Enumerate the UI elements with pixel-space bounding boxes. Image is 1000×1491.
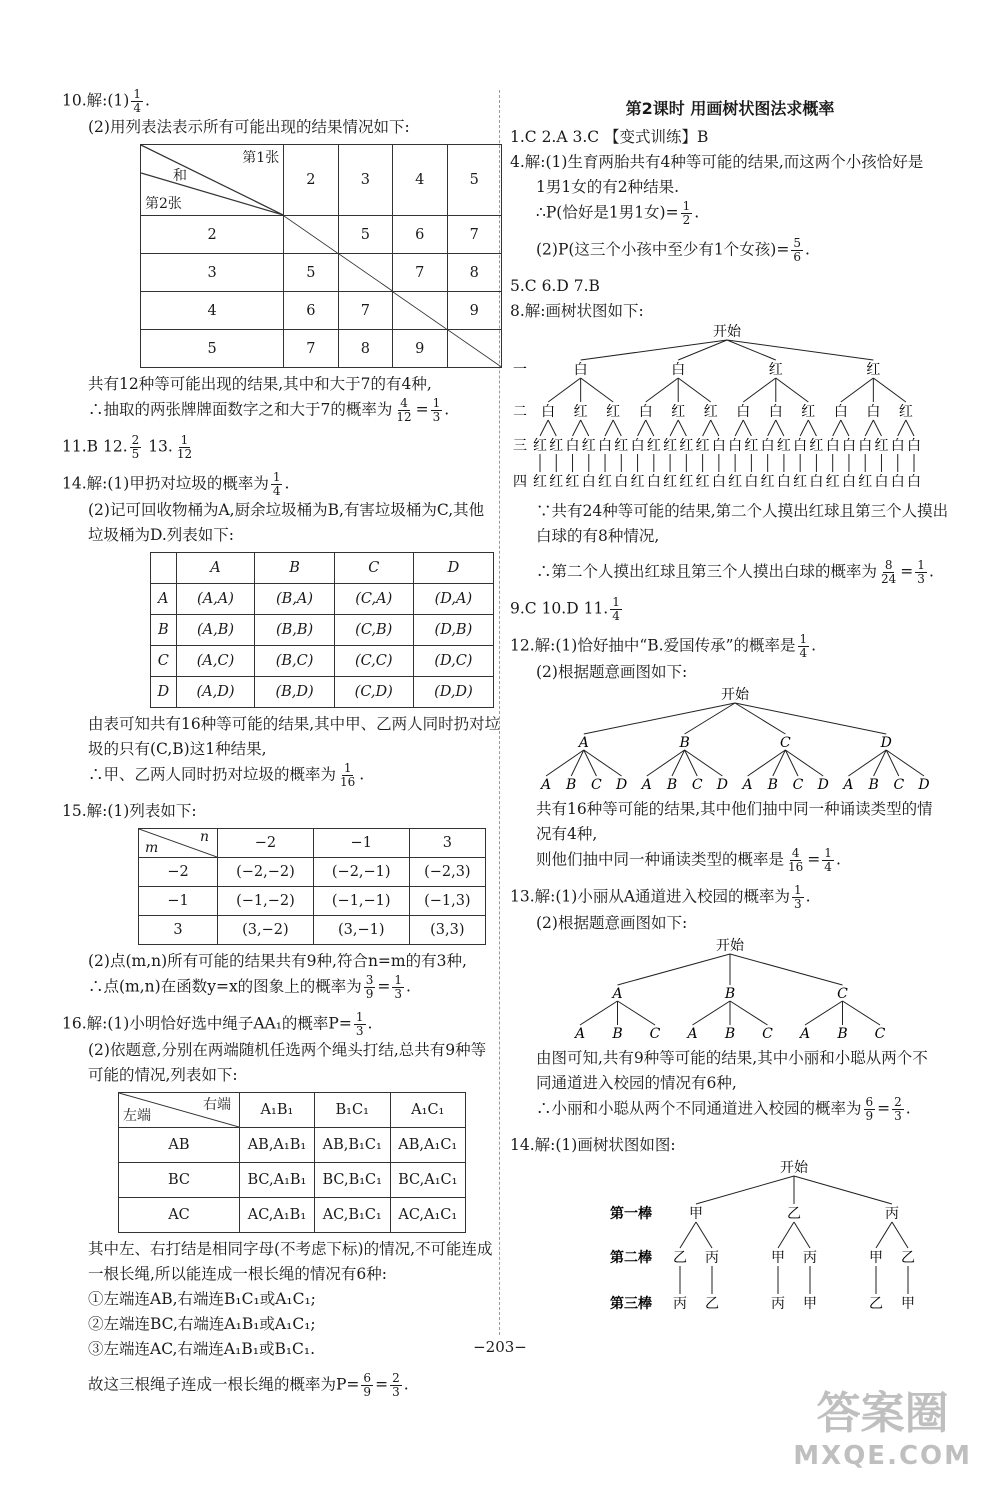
tree-level-label: 二	[513, 404, 527, 420]
tree-branch	[581, 340, 727, 360]
tree-node: 红	[549, 438, 564, 454]
tree-node: 红	[663, 474, 678, 490]
tree-node: B	[566, 777, 577, 793]
tree-branch	[805, 1001, 843, 1025]
tree-node: 白	[565, 438, 580, 454]
tree-node: 白	[638, 404, 653, 420]
tree-branch	[540, 420, 548, 436]
tree-branch	[865, 420, 873, 436]
tree-branch	[584, 750, 622, 776]
tree-start-label: 开始	[780, 1160, 808, 1176]
tree-node: 白	[711, 438, 726, 454]
tree-branch	[898, 420, 906, 436]
tree-node: 红	[768, 362, 783, 378]
tree-node: 红	[898, 404, 913, 420]
tree-node: D	[817, 777, 829, 793]
tree-node: C	[762, 1026, 773, 1042]
tree-node: 红	[825, 474, 840, 490]
tree-branch	[685, 703, 735, 734]
tree-node: 白	[573, 362, 588, 378]
tree-start-label: 开始	[716, 938, 744, 954]
sum-table: 第1张 和 第2张 2 3 4 5 2 5 6 7 3 5 7 8 4 6 7 9 5 7 8 9	[140, 144, 502, 368]
tree-node: 红	[695, 438, 710, 454]
tree-node: 白	[833, 404, 848, 420]
tree-node: 红	[663, 438, 678, 454]
tree-node: 甲	[901, 1296, 915, 1312]
tree-branch	[735, 703, 886, 734]
tree-level-label: 第三棒	[610, 1296, 652, 1312]
tree-branch	[735, 420, 743, 436]
tree-node: 白	[646, 474, 661, 490]
tree-branch	[841, 420, 849, 436]
ball-tree-diagram	[510, 324, 930, 499]
tree-node: 白	[793, 438, 808, 454]
q10-part2: (2)用列表法表示所有可能出现的结果情况如下:	[88, 118, 410, 136]
tree-node: 红	[614, 438, 629, 454]
tree-node: 红	[565, 474, 580, 490]
tree-node: 白	[809, 474, 824, 490]
tree-node: 红	[703, 404, 718, 420]
tree-node: 白	[890, 474, 905, 490]
q10-part1: 10.解:(1) $\frac{1}{4}$ .	[62, 87, 150, 115]
tree-node: 乙	[787, 1206, 801, 1222]
tree-node: A	[687, 1026, 698, 1042]
tree-branch	[886, 750, 924, 776]
table-row: D (A,D) (B,D) (C,D) (D,D)	[151, 677, 494, 708]
tree-branch	[546, 750, 584, 776]
tree-node: 甲	[869, 1250, 883, 1266]
tree-node: C	[874, 1026, 886, 1042]
section-title: 第2课时 用画树状图法求概率	[625, 99, 835, 118]
tree-node: 甲	[803, 1296, 817, 1312]
tree-branch	[647, 750, 685, 776]
tree-node: 白	[581, 474, 596, 490]
tree-node: A	[843, 777, 854, 793]
tree-branch	[743, 420, 751, 436]
tree-branch	[730, 1001, 768, 1025]
tree-node: 白	[841, 438, 856, 454]
tree-node: 乙	[673, 1250, 687, 1266]
tree-branch	[618, 954, 731, 985]
tree-node: 白	[866, 404, 881, 420]
table-row: 3 (3,−2) (3,−1) (3,3)	[139, 916, 486, 945]
tree-node: C	[792, 777, 804, 793]
relay-tree-diagram	[510, 1158, 930, 1318]
tree-branch	[696, 1176, 794, 1204]
tree-branch	[670, 420, 678, 436]
tree-node: 丙	[673, 1296, 687, 1312]
tree-node: 红	[606, 404, 621, 420]
tree-node: 红	[744, 438, 759, 454]
tree-node: 白	[614, 474, 629, 490]
tree-branch	[768, 420, 776, 436]
tree-node: 白	[768, 404, 783, 420]
tree-branch	[573, 420, 581, 436]
tree-node: A	[641, 777, 652, 793]
tree-node: B	[612, 1026, 623, 1042]
tree-node: 红	[760, 474, 775, 490]
tree-node: A	[799, 1026, 811, 1042]
tree-node: 甲	[689, 1206, 703, 1222]
tree-branch	[638, 420, 646, 436]
right-column: 第2课时 用画树状图法求概率 1.C 2.A 3.C 【变式训练】B 4.解:(1)生育两胎共有4种等可能的结果,而这两个小孩恰好是 1男1女的有2种结果. ∴P(恰好是1男1女)= $\frac{1}{2}$ . (2)P(这三个小孩中至少有1个女孩)= $\frac{5}{6}$ . 5.C 6.D 7.B 8.解:画树状图如下: 开始 一 二 三 四 白 白 红 红 白 红 红 白 红 红 白 白 红 白 白 红 红 红 白 红 白 红 白 红 红 红 红 白 白 红 白 红 白 红 白 白 白 红 白 白 红 红 红 白 红 白 红 白 红 红 红 白 红 白 红 白 红 白 红 白 红 白 白 白 ∵共有24种等可能的结果,第二个人摸出红球且第三个人摸出 白球的有8种情况, ∴第二个人摸出红球且第三个人摸出白球的概率为 $\frac{8}{24}$ = $\frac{1}{3}$ . 9.C 10.D 11. $\frac{1}{4}$ 12.解:(1)恰好抽中“B.爱国传承”的概率是 $\frac{1}{4}$ . (2)根据题意画图如下: 开始 A A B C D B A B C D C A B C D D A B C D 共有16种等可能的结果,其中他们抽中同一种诵读类型的情 况有4种, 则他们抽中同一种诵读类型的概率是 $\frac{4}{16}$ = $\frac{1}{4}$ . 13.解:(1)小丽从A通道进入校园的概率为 $\frac{1}{3}$ . (2)根据题意画图如下: 开始 A A B C B A B C C A B C 由图可知,共有9种等可能的结果,其中小丽和小聪从两个不 同通道进入校园的情况有6种, ∴小丽和小聪从两个不同通道进入校园的概率为 $\frac{6}{9}$ = $\frac{2}{3}$ . 14.解:(1)画树状图如图: 开始 第一棒 第二棒 第三棒 甲 乙 丙 乙 丙 甲 丙 甲 乙 丙 乙 丙 甲 乙 甲	[510, 88, 950, 1318]
tree-branch	[584, 703, 735, 734]
tree-branch	[605, 420, 613, 436]
tree-node: 乙	[901, 1250, 915, 1266]
tree-branch	[841, 378, 874, 402]
tree-node: C	[691, 777, 703, 793]
tree-node: D	[880, 735, 892, 751]
tree-node: 白	[776, 474, 791, 490]
tree-node: 白	[736, 404, 751, 420]
tree-node: 丙	[771, 1296, 785, 1312]
tree-node: 白	[671, 362, 686, 378]
tree-node: 白	[728, 438, 743, 454]
tree-node: 红	[679, 474, 694, 490]
tree-node: 白	[874, 474, 889, 490]
fraction: $\frac{1}{4}$	[133, 87, 141, 115]
tree-branch	[678, 378, 711, 402]
page-number: −203−	[473, 1338, 527, 1356]
q11-13: 11.B 12. $\frac{2}{5}$ 13. $\frac{1}{12}$	[62, 433, 193, 461]
tree-level-label: 第二棒	[610, 1250, 652, 1266]
tree-node: C	[780, 735, 791, 751]
tree-branch	[794, 1222, 810, 1248]
mn-table: m n −2 −1 3 −2 (−2,−2) (−2,−1) (−2,3) −1 (−1,−2) (−1,−1) (−1,3) 3 (3,−2) (3,−1) (3,3)	[138, 828, 486, 945]
tree-node: 红	[671, 404, 686, 420]
tree-start-label: 开始	[713, 324, 741, 340]
tree-branch	[843, 1001, 881, 1025]
tree-node: B	[837, 1026, 848, 1042]
tree-node: 乙	[705, 1296, 719, 1312]
tree-branch	[778, 1222, 794, 1248]
tree-branch	[703, 420, 711, 436]
tree-node: 红	[533, 438, 547, 454]
tree-node: 红	[866, 362, 881, 378]
table-row: 3 5 7 8	[141, 254, 502, 292]
tree-node: 红	[695, 474, 710, 490]
tree-branch	[613, 420, 621, 436]
tree-node: 白	[760, 438, 775, 454]
table-row: B (A,B) (B,B) (C,B) (D,B)	[151, 615, 494, 646]
tree-node: A	[578, 735, 589, 751]
tree-node: 白	[907, 438, 921, 454]
tree-branch	[873, 378, 906, 402]
tree-branch	[748, 750, 786, 776]
tree-node: 白	[744, 474, 759, 490]
tree-branch	[678, 420, 686, 436]
tree-node: 白	[890, 438, 905, 454]
tree-node: 白	[598, 438, 613, 454]
tree-node: A	[540, 777, 552, 793]
mn-table-corner: m n	[139, 829, 218, 858]
tree-node: B	[724, 1026, 736, 1042]
table-row: 2 5 6 7	[141, 216, 502, 254]
q14-part1: 14.解:(1)甲扔对垃圾的概率为 $\frac{1}{4}$ .	[62, 470, 290, 498]
tree-branch	[680, 1222, 696, 1248]
tree-node: 红	[874, 438, 889, 454]
tree-level-label: 一	[513, 362, 527, 378]
tree-level-label: 四	[513, 474, 527, 490]
tree-node: 红	[858, 474, 873, 490]
table-row: −2 (−2,−2) (−2,−1) (−2,3)	[139, 858, 486, 887]
sum-table-corner: 第1张 和 第2张	[141, 145, 284, 216]
tree-branch	[618, 1001, 656, 1025]
tree-node: 红	[598, 474, 613, 490]
table-row: AC AC,A₁B₁ AC,B₁C₁ AC,A₁C₁	[119, 1198, 466, 1233]
tree-node: 红	[801, 404, 816, 420]
tree-node: B	[724, 986, 736, 1002]
tree-node: B	[666, 777, 678, 793]
tree-node: 白	[841, 474, 856, 490]
rope-table-corner: 右端 左端	[119, 1093, 240, 1128]
table-row: A (A,A) (B,A) (C,A) (D,A)	[151, 584, 494, 615]
table-row: 5 7 8 9	[141, 330, 502, 368]
tree-branch	[685, 750, 723, 776]
tree-node: 白	[907, 474, 921, 490]
tree-branch	[776, 378, 809, 402]
tree-branch	[646, 420, 654, 436]
tree-branch	[693, 1001, 731, 1025]
abc-tree-diagram	[510, 936, 930, 1046]
left-column: 10.解:(1) $\frac{1}{4}$ . (2)用列表法表示所有可能出现的结果情况如下: 第1张 和 第2张 2 3 4 5 2 5 6 7 3 5 7 8 4 6 7 9 5 7 8 9 共有12种等可能出现的结果,其中和大于7的有4种, ∴抽取的两张牌牌面数字之和大于7的概率为 $\frac{4}{12}$ = $\frac{1}{3}$ . 11.B 12. $\frac{2}{5}$ 13. $\frac{1}{12}$ 14.解:(1)甲扔对垃圾的概率为 $\frac{1}{4}$ . (2)记可回收物桶为A,厨余垃圾桶为B,有害垃圾桶为C,其他 垃圾桶为D.列表如下: A B C D A (A,A) (B,A) (C,A) (D,A) B (A,B) (B,B) (C,B) (D,B) C (A,C) (B,C) (C,C) (D,C) D (A,D) (B,D) (C,D) (D,D) 由表可知共有16种等可能的结果,其中甲、乙两人同时扔对垃 圾的只有(C,B)这1种结果, ∴甲、乙两人同时扔对垃圾的概率为 $\frac{1}{16}$ . 15.解:(1)列表如下: m n −2 −1 3 −2 (−2,−2) (−2,−1) (−2,3) −1 (−1,−2) (−1,−1) (−1,3) 3 (3,−2) (3,−1) (3,3) (2)点(m,n)所有可能的结果共有9种,符合n=m的有3种, ∴点(m,n)在函数y=x的图象上的概率为 $\frac{3}{9}$ = $\frac{1}{3}$ . 16.解:(1)小明恰好选中绳子AA₁的概率P= $\frac{1}{3}$ . (2)依题意,分别在两端随机任选两个绳头打结,总共有9种等 可能的情况,列表如下: 右端 左端 A₁B₁ B₁C₁ A₁C₁ AB AB,A₁B₁ AB,B₁C₁ AB,A₁C₁ BC BC,A₁B₁ BC,B₁C₁ BC,A₁C₁ AC AC,A₁B₁ AC,B₁C₁ AC,A₁C₁ 其中左、右打结是相同字母(不考虑下标)的情况,不可能连成 一根长绳,所以能连成一根长绳的情况有6种: ①左端连AB,右端连B₁C₁或A₁C₁; ②左端连BC,右端连A₁B₁或A₁C₁; ③左端连AC,右端连A₁B₁或B₁C₁. 故这三根绳子连成一根长绳的概率为P= $\frac{6}{9}$ = $\frac{2}{3}$ .	[62, 87, 501, 1399]
tree-node: D	[918, 777, 930, 793]
tree-branch	[906, 420, 914, 436]
tree-node: 白	[630, 438, 645, 454]
tree-branch	[548, 420, 556, 436]
table-row: BC BC,A₁B₁ BC,B₁C₁ BC,A₁C₁	[119, 1163, 466, 1198]
rope-table: 右端 左端 A₁B₁ B₁C₁ A₁C₁ AB AB,A₁B₁ AB,B₁C₁ AB,A₁C₁ BC BC,A₁B₁ BC,B₁C₁ BC,A₁C₁ AC AC,A₁B₁ AC,B₁C₁ AC,A₁C₁	[118, 1092, 466, 1233]
tree-branch	[581, 378, 614, 402]
table-row: AB AB,A₁B₁ AB,B₁C₁ AB,A₁C₁	[119, 1128, 466, 1163]
tree-node: 红	[679, 438, 694, 454]
tree-node: 丙	[885, 1206, 899, 1222]
tree-node: 红	[533, 474, 547, 490]
tree-node: A	[612, 986, 623, 1002]
tree-branch	[848, 750, 886, 776]
tree-node: D	[716, 777, 729, 793]
tree-branch	[876, 1222, 892, 1248]
tree-node: 白	[825, 438, 840, 454]
tree-branch	[892, 1222, 908, 1248]
tree-node: C	[649, 1026, 661, 1042]
tree-node: 红	[549, 474, 564, 490]
tree-level-label: 三	[513, 438, 527, 454]
garbage-table: A B C D A (A,A) (B,A) (C,A) (D,A) B (A,B) (B,B) (C,B) (D,B) C (A,C) (B,C) (C,C) (D,C) D (A,D) (B,D) (C,D) (D,D)	[150, 552, 494, 708]
tree-branch	[785, 750, 823, 776]
tree-node: C	[893, 777, 905, 793]
tree-node: C	[591, 777, 602, 793]
table-row: C (A,C) (B,C) (C,C) (D,C)	[151, 646, 494, 677]
tree-node: 白	[711, 474, 726, 490]
tree-branch	[800, 420, 808, 436]
table-row: −1 (−1,−2) (−1,−1) (−1,3)	[139, 887, 486, 916]
tree-node: 红	[573, 404, 588, 420]
watermark-logo: 答案圈 MXQE.COM	[793, 1388, 972, 1471]
tree-branch	[711, 420, 719, 436]
tree-node: 丙	[705, 1250, 719, 1266]
tree-branch	[833, 420, 841, 436]
tree-branch	[646, 378, 679, 402]
tree-node: C	[837, 986, 848, 1002]
tree-node: 红	[630, 474, 645, 490]
tree-node: 红	[581, 438, 596, 454]
tree-branch	[743, 378, 776, 402]
tree-node: B	[767, 777, 778, 793]
tree-branch	[548, 378, 581, 402]
tree-branch	[580, 1001, 618, 1025]
tree-node: 红	[728, 474, 743, 490]
table-row: 4 6 7 9	[141, 292, 502, 330]
tree-node: 红	[793, 474, 808, 490]
tree-level-label: 第一棒	[610, 1206, 652, 1222]
tree-branch	[581, 420, 589, 436]
tree-node: 丙	[803, 1250, 817, 1266]
tree-node: B	[868, 777, 879, 793]
tree-branch	[873, 420, 881, 436]
tree-start-label: 开始	[721, 687, 749, 703]
tree-node: B	[679, 735, 690, 751]
tree-node: 白	[858, 438, 873, 454]
tree-branch	[696, 1222, 712, 1248]
tree-node: A	[742, 777, 753, 793]
tree-node: 红	[809, 438, 824, 454]
tree-node: 白	[541, 404, 556, 420]
tree-branch	[808, 420, 816, 436]
tree-node: 红	[776, 438, 791, 454]
tree-node: 乙	[869, 1296, 883, 1312]
tree-branch	[730, 954, 843, 985]
tree-branch	[727, 340, 873, 360]
tree-branch	[735, 703, 785, 734]
tree-branch	[794, 1176, 892, 1204]
tree-node: 甲	[771, 1250, 785, 1266]
abcd-tree-diagram	[510, 685, 930, 797]
tree-branch	[776, 420, 784, 436]
tree-node: 红	[646, 438, 661, 454]
tree-node: D	[615, 777, 628, 793]
tree-node: A	[574, 1026, 586, 1042]
